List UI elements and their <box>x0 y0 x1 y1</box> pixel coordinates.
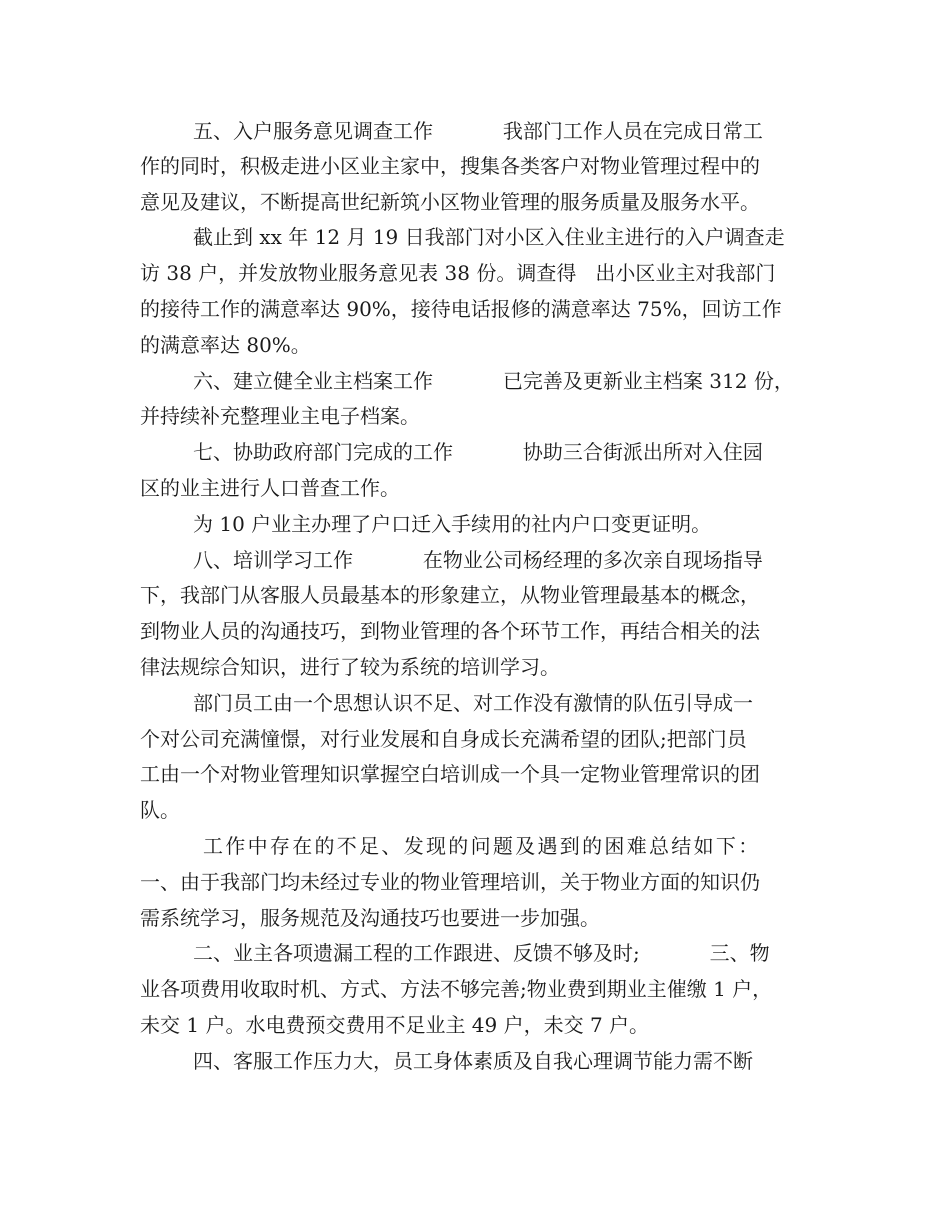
text-line: 作的同时，积极走进小区业主家中，搜集各类客户对物业管理过程中的 <box>140 154 760 178</box>
text-line: 访 38 户，并发放物业服务意见表 38 份。调查得 出小区业主对我部门 <box>140 261 776 285</box>
text-line: 七、协助政府部门完成的工作 协助三合街派出所对入住园 <box>193 440 763 464</box>
text-line: 截止到 xx 年 12 月 19 日我部门对小区入住业主进行的入户调查走 <box>193 225 785 249</box>
text-line: 意见及建议，不断提高世纪新筑小区物业管理的服务质量及服务水平。 <box>140 190 760 214</box>
text-line: 四、客服工作压力大，员工身体素质及自我心理调节能力需不断 <box>193 1049 753 1073</box>
text-line: 二、业主各项遗漏工程的工作跟进、反馈不够及时; 三、物 <box>193 941 770 965</box>
text-line: 的满意率达 80%。 <box>140 333 311 357</box>
text-line: 五、入户服务意见调查工作 我部门工作人员在完成日常工 <box>193 119 763 143</box>
text-line: 六、建立健全业主档案工作 已完善及更新业主档案 312 份， <box>193 369 794 393</box>
text-line: 区的业主进行人口普查工作。 <box>140 476 400 500</box>
text-line: 队。 <box>140 798 180 822</box>
text-line: 八、培训学习工作 在物业公司杨经理的多次亲自现场指导 <box>193 548 763 572</box>
text-line: 个对公司充满憧憬，对行业发展和自身成长充满希望的团队;把部门员 <box>140 727 747 751</box>
section-heading: 工作中存在的不足、发现的问题及遇到的困难总结如下： <box>203 834 761 858</box>
text-line: 未交 1 户。水电费预交费用不足业主 49 户，未交 7 户。 <box>140 1013 650 1037</box>
text-line: 为 10 户业主办理了户口迁入手续用的社内户口变更证明。 <box>193 512 712 536</box>
text-line: 业各项费用收取时机、方式、方法不够完善;物业费到期业主催缴 1 户， <box>140 977 773 1001</box>
text-line: 工由一个对物业管理知识掌握空白培训成一个具一定物业管理常识的团 <box>140 762 760 786</box>
text-line: 部门员工由一个思想认识不足、对工作没有激情的队伍引导成一 <box>193 691 753 715</box>
text-line: 需系统学习，服务规范及沟通技巧也要进一步加强。 <box>140 906 600 930</box>
text-line: 并持续补充整理业主电子档案。 <box>140 404 420 428</box>
text-line: 到物业人员的沟通技巧，到物业管理的各个环节工作，再结合相关的法 <box>140 619 760 643</box>
text-line: 下，我部门从客服人员最基本的形象建立，从物业管理最基本的概念， <box>140 583 760 607</box>
text-line: 一、由于我部门均未经过专业的物业管理培训，关于物业方面的知识仍 <box>140 870 760 894</box>
text-line: 的接待工作的满意率达 90%，接待电话报修的满意率达 75%，回访工作 <box>140 297 782 321</box>
text-line: 律法规综合知识，进行了较为系统的培训学习。 <box>140 655 560 679</box>
